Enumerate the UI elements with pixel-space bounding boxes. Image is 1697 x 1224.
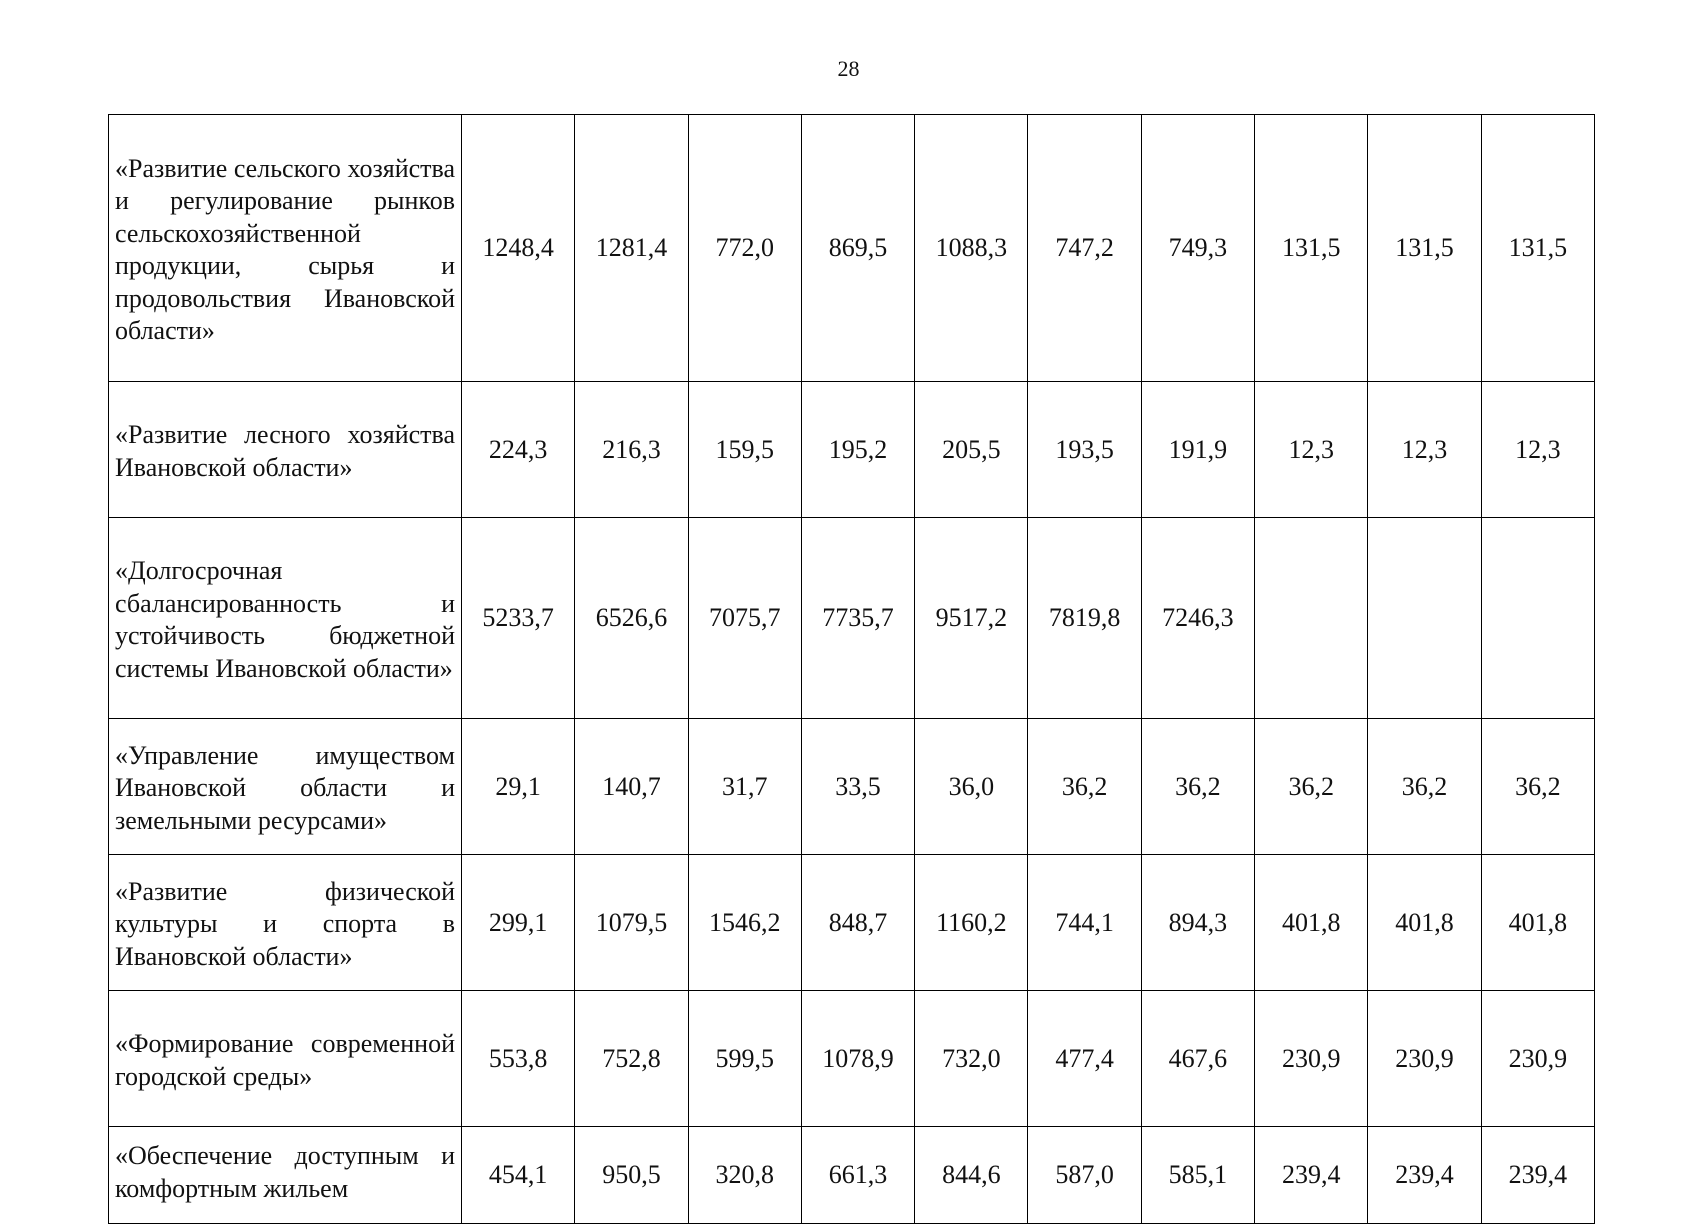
table-cell: 599,5 xyxy=(688,991,801,1127)
table-cell: 191,9 xyxy=(1141,382,1254,518)
table-cell: 950,5 xyxy=(575,1127,688,1224)
program-name: «Развитие сельского хозяйства и регулирование рынков сельскохозяйственной продукции, сырья и продовольствия Ивановской области» xyxy=(109,115,462,382)
table-cell: 36,2 xyxy=(1481,719,1594,855)
table-cell: 1248,4 xyxy=(462,115,575,382)
table-row xyxy=(109,719,1595,855)
table-cell: 6526,6 xyxy=(575,518,688,719)
program-name: «Обеспечение доступным и комфортным жильем xyxy=(115,1141,455,1203)
table-cell: 230,9 xyxy=(1255,991,1368,1127)
table-cell: 36,2 xyxy=(1141,719,1254,855)
table-cell: 159,5 xyxy=(688,382,801,518)
table-cell: 299,1 xyxy=(462,855,575,991)
program-name: «Формирование современной городской среды» xyxy=(109,991,462,1127)
table-cell: 193,5 xyxy=(1028,382,1141,518)
table-cell: 747,2 xyxy=(1028,115,1141,382)
table-cell: 33,5 xyxy=(801,719,914,855)
program-name: «Развитие лесного хозяйства Ивановской области» xyxy=(109,382,462,518)
table-cell: 239,4 xyxy=(1255,1127,1368,1224)
table-cell: 477,4 xyxy=(1028,991,1141,1127)
table-row xyxy=(109,382,1595,518)
table-cell: 401,8 xyxy=(1481,855,1594,991)
table-cell: 585,1 xyxy=(1141,1127,1254,1224)
table-cell: 749,3 xyxy=(1141,115,1254,382)
table-cell: 744,1 xyxy=(1028,855,1141,991)
table-cell: 320,8 xyxy=(688,1127,801,1224)
table-cell: 454,1 xyxy=(462,1127,575,1224)
table-cell: 1160,2 xyxy=(915,855,1028,991)
table-cell: 844,6 xyxy=(915,1127,1028,1224)
table-cell: 195,2 xyxy=(801,382,914,518)
table-cell: 1079,5 xyxy=(575,855,688,991)
table-cell: 230,9 xyxy=(1368,991,1481,1127)
table-cell: 131,5 xyxy=(1368,115,1481,382)
table-cell: 140,7 xyxy=(575,719,688,855)
table-cell: 224,3 xyxy=(462,382,575,518)
table-cell: 587,0 xyxy=(1028,1127,1141,1224)
program-name: «Управление имуществом Ивановской области и земельными ресурсами» xyxy=(109,719,462,855)
table-cell: 131,5 xyxy=(1255,115,1368,382)
table-cell: 36,0 xyxy=(915,719,1028,855)
table-cell: 401,8 xyxy=(1255,855,1368,991)
table-cell: 1088,3 xyxy=(915,115,1028,382)
table-row xyxy=(109,855,1595,991)
table-cell: 205,5 xyxy=(915,382,1028,518)
table-cell: 12,3 xyxy=(1368,382,1481,518)
table-cell xyxy=(1368,518,1481,719)
table-cell: 239,4 xyxy=(1368,1127,1481,1224)
table-cell xyxy=(1481,518,1594,719)
table-cell: 31,7 xyxy=(688,719,801,855)
table-cell: 7735,7 xyxy=(801,518,914,719)
table-cell: 5233,7 xyxy=(462,518,575,719)
table-cell: 7819,8 xyxy=(1028,518,1141,719)
table-cell: 848,7 xyxy=(801,855,914,991)
program-name: «Развитие физической культуры и спорта в Ивановской области» xyxy=(109,855,462,991)
page-number: 28 xyxy=(837,56,860,81)
table-row xyxy=(109,1127,1595,1224)
table-cell: 894,3 xyxy=(1141,855,1254,991)
table-cell: 772,0 xyxy=(688,115,801,382)
program-name-cell xyxy=(109,1127,462,1224)
table-cell: 131,5 xyxy=(1481,115,1594,382)
table-row xyxy=(109,518,1595,719)
table-cell: 1078,9 xyxy=(801,991,914,1127)
table-cell: 29,1 xyxy=(462,719,575,855)
table-cell: 12,3 xyxy=(1255,382,1368,518)
table-cell: 732,0 xyxy=(915,991,1028,1127)
table-cell: 1546,2 xyxy=(688,855,801,991)
table-cell: 7246,3 xyxy=(1141,518,1254,719)
table-cell xyxy=(1255,518,1368,719)
table-cell: 216,3 xyxy=(575,382,688,518)
program-name: «Долгосрочная сбалансированность и устойчивость бюджетной системы Ивановской области» xyxy=(109,518,462,719)
table-cell: 36,2 xyxy=(1255,719,1368,855)
table-cell: 1281,4 xyxy=(575,115,688,382)
table-cell: 36,2 xyxy=(1368,719,1481,855)
table-cell: 661,3 xyxy=(801,1127,914,1224)
table-cell: 869,5 xyxy=(801,115,914,382)
table-cell: 9517,2 xyxy=(915,518,1028,719)
table-cell: 752,8 xyxy=(575,991,688,1127)
table-row xyxy=(109,115,1595,382)
table-cell: 467,6 xyxy=(1141,991,1254,1127)
table-row xyxy=(109,991,1595,1127)
budget-table xyxy=(108,114,1595,1224)
table-cell: 553,8 xyxy=(462,991,575,1127)
table-cell: 7075,7 xyxy=(688,518,801,719)
table-cell: 401,8 xyxy=(1368,855,1481,991)
table-cell: 36,2 xyxy=(1028,719,1141,855)
table-cell: 230,9 xyxy=(1481,991,1594,1127)
table-cell: 12,3 xyxy=(1481,382,1594,518)
table-cell: 239,4 xyxy=(1481,1127,1594,1224)
